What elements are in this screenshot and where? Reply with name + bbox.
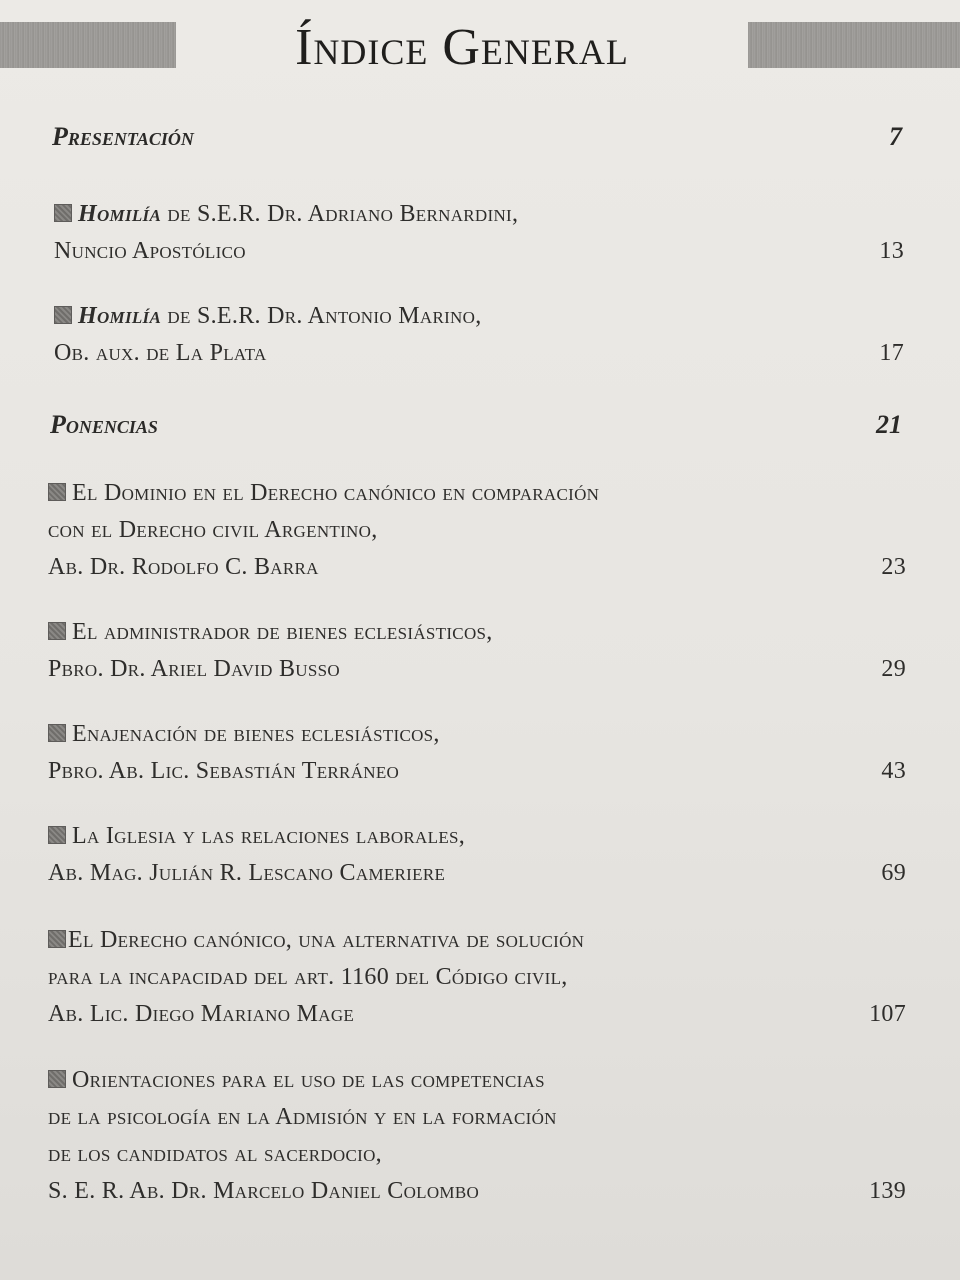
entry-line [48,475,906,512]
entry-line: con el Derecho civil Argentino, [48,517,378,543]
page-number: 13 [879,238,904,264]
bullet-square-icon [48,826,66,844]
bullet-square-icon [54,306,72,324]
toc-entry [48,614,906,688]
entry-text: El Dominio en el Derecho canónico en comparación [72,480,600,506]
bullet-square-icon [48,724,66,742]
entry-line: Nuncio Apostólico [54,238,246,264]
page-number: 21 [876,410,902,439]
toc-entry [48,818,906,892]
entry-line [48,1062,906,1099]
entry-text: El administrador de bienes eclesiásticos, [72,619,493,645]
entry-line: Ab. Dr. Rodolfo C. Barra [48,554,319,580]
entry-line [48,614,906,651]
toc-entry [48,1062,906,1210]
page-number: 7 [889,122,902,151]
bullet-square-icon [54,204,72,222]
page-number: 43 [881,758,906,784]
page-number: 23 [881,554,906,580]
page-number: 69 [881,860,906,886]
entry-line [48,922,906,959]
page-number: 29 [881,656,906,682]
entry-text: El Derecho canónico, una alternativa de solución [68,927,585,953]
page-number: 139 [869,1178,906,1204]
section-label: Presentación [52,122,194,151]
entry-text: de S.E.R. Dr. Antonio Marino, [161,303,482,329]
section-ponencias [50,410,902,440]
entry-emphasis: Homilía [78,303,162,329]
entry-line: de los candidatos al sacerdocio, [48,1141,382,1167]
toc-entry [54,196,904,270]
page-title: Índice General [295,19,629,76]
entry-line: de la psicología en la Admisión y en la formación [48,1104,557,1130]
entry-line: Pbro. Ab. Lic. Sebastián Terráneo [48,758,400,784]
entry-text: Orientaciones para el uso de las competencias [72,1067,545,1093]
entry-line: S. E. R. Ab. Dr. Marcelo Daniel Colombo [48,1178,480,1204]
section-presentacion [52,122,902,152]
entry-line [48,716,906,753]
page-number: 17 [879,340,904,366]
page-number: 107 [869,1001,906,1027]
entry-line [48,818,906,855]
decorative-bar-left [0,22,176,68]
entry-line: para la incapacidad del art. 1160 del Código civil, [48,964,568,990]
entry-text: Enajenación de bienes eclesiásticos, [72,721,440,747]
section-label: Ponencias [50,410,158,439]
entry-text: de S.E.R. Dr. Adriano Bernardini, [161,201,519,227]
entry-line: Ab. Lic. Diego Mariano Mage [48,1001,355,1027]
bullet-square-icon [48,930,66,948]
entry-line: Ab. Mag. Julián R. Lescano Cameriere [48,860,446,886]
toc-entry [48,475,906,586]
bullet-square-icon [48,483,66,501]
decorative-bar-right [748,22,960,68]
bullet-square-icon [48,1070,66,1088]
toc-entry [48,716,906,790]
bullet-square-icon [48,622,66,640]
toc-entry [48,922,906,1033]
entry-emphasis: Homilía [78,201,162,227]
entry-text: La Iglesia y las relaciones laborales, [72,823,466,849]
entry-line: Ob. aux. de La Plata [54,340,267,366]
entry-line: Pbro. Dr. Ariel David Busso [48,656,340,682]
entry-line [54,196,904,233]
toc-entry [54,298,904,372]
entry-line [54,298,904,335]
